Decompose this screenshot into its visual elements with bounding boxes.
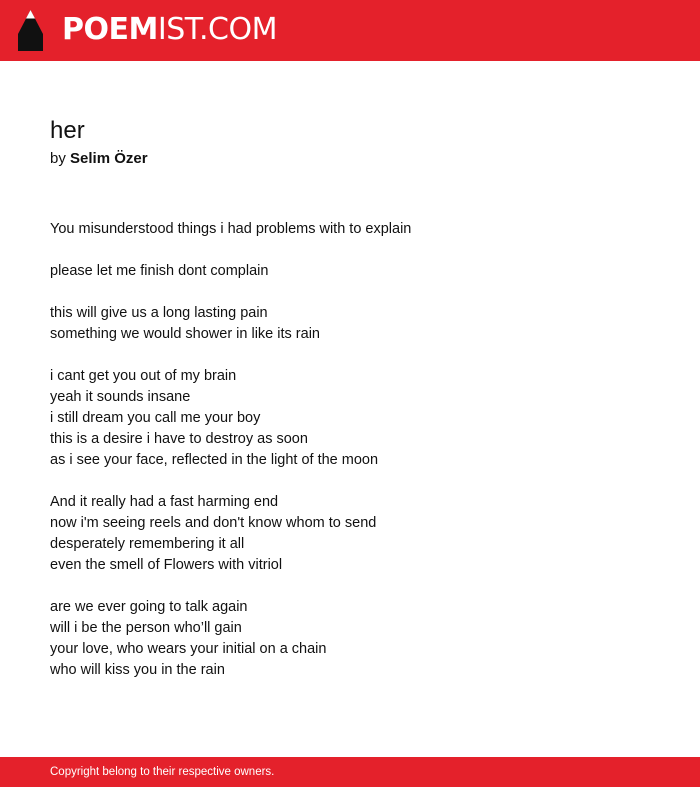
- poem-stanza: [50, 261, 670, 282]
- poem-line: You misunderstood things i had problems with to explain: [50, 221, 412, 237]
- poem-title: her: [50, 117, 85, 144]
- poem-line: who will kiss you in the rain: [50, 662, 225, 678]
- poem-line: desperately remembering it all: [50, 536, 245, 552]
- poem-line: are we ever going to talk again: [50, 599, 248, 615]
- poem-line: And it really had a fast harming end: [50, 494, 279, 510]
- poem-stanza: [50, 492, 670, 576]
- pencil-tip-icon: [18, 10, 43, 51]
- poem-line: something we would shower in like its rain: [50, 326, 320, 342]
- logo-light-text: IST.COM: [157, 12, 277, 47]
- poem-line: i still dream you call me your boy: [50, 410, 261, 426]
- poem-line: will i be the person who’ll gain: [50, 620, 242, 636]
- poem-stanza: [50, 303, 670, 345]
- poem-line: yeah it sounds insane: [50, 389, 191, 405]
- byline: [50, 149, 148, 169]
- poem-line: now i'm seeing reels and don't know whom to send: [50, 515, 377, 531]
- site-logo[interactable]: [62, 12, 277, 48]
- poem-body: [50, 219, 670, 702]
- poem-line: as i see your face, reflected in the light of the moon: [50, 452, 379, 468]
- site-header: [0, 0, 700, 61]
- poem-line: your love, who wears your initial on a chain: [50, 641, 327, 657]
- author-name[interactable]: Selim Özer: [70, 150, 148, 167]
- copyright-notice: Copyright belong to their respective owners.: [50, 766, 275, 778]
- poem-line: please let me finish dont complain: [50, 263, 269, 279]
- poem-stanza: [50, 366, 670, 471]
- poem-stanza: [50, 219, 670, 240]
- poem-line: this will give us a long lasting pain: [50, 305, 268, 321]
- site-footer: [0, 757, 700, 787]
- logo-bold-text: POEM: [62, 12, 158, 47]
- poem-stanza: [50, 597, 670, 681]
- poem-line: this is a desire i have to destroy as soon: [50, 431, 308, 447]
- poem-line: even the smell of Flowers with vitriol: [50, 557, 283, 573]
- byline-prefix: by: [50, 150, 66, 167]
- poem-line: i cant get you out of my brain: [50, 368, 237, 384]
